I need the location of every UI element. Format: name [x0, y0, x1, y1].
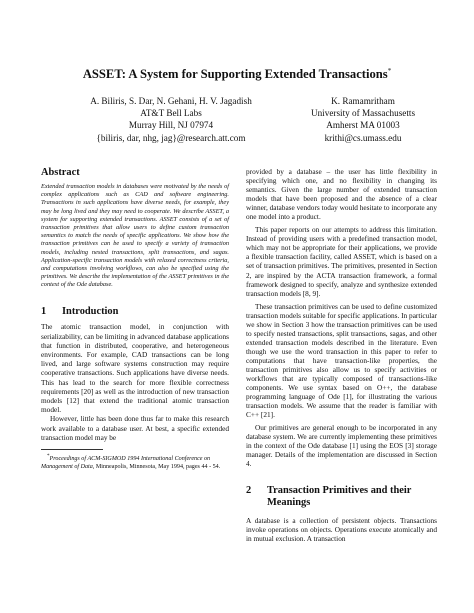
- footnote-details: Minneapolis, Minnesota, May 1994, pages 44 - 54.: [95, 463, 221, 470]
- body-paragraph: This paper reports on our attempts to address this limitation. Instead of providing users with a predefined transaction model, which may not be appropriate for their applications, we provide a flexible transaction facility, called ASSET, which is based on a set of transaction primitives. The primitives, presented in Section 2, are inspired by the ACTA transaction framework, a formal framework designed to specify, analyze and synthesize extended transaction models [8, 9].: [246, 225, 437, 298]
- abstract-text: Extended transaction models in databases were motivated by the needs of complex applications such as CAD and software engineering. Transactions in such applications have diverse needs, for example, they may be long lived and they may need to cooperate. We describe ASSET, a system for supporting extended transactions. ASSET consists of a set of transaction primitives that allow users to define custom transaction semantics to match the needs of specific applications. We show how the transaction primitives can be used to specify a variety of transaction models, including nested transactions, split transactions, and sagas. Application-specific transaction models with relaxed correctness criteria, and computations involving workflows, can also be specified using the primitives. We describe the implementation of the ASSET primitives in the context of the Ode database.: [41, 183, 229, 289]
- author-address: Murray Hill, NJ 07974: [128, 120, 214, 131]
- section-number: 2: [246, 484, 252, 496]
- authors-att: [45, 95, 297, 144]
- author-emails: {biliris, dar, nhg, jag}@research.att.com: [96, 132, 246, 143]
- footnote: [41, 453, 229, 471]
- author-names: A. Biliris, S. Dar, N. Gehani, H. V. Jagadish: [90, 96, 252, 106]
- left-column: [41, 167, 229, 471]
- body-paragraph: provided by a database – the user has little flexibility in specifying which one, and no flexibility in changing its semantics. Given the large number of extended transaction models that have been proposed and the absence of a clear winner, database vendors today would hesitate to incorporate any one model into a product.: [246, 167, 437, 222]
- right-column: [246, 167, 437, 543]
- paper-title: [0, 67, 474, 82]
- author-names: K. Ramamritham: [331, 96, 395, 106]
- intro-paragraph: However, little has been done thus far to make this research work available to a database user. At best, a specific extended transaction model may be: [41, 414, 229, 442]
- author-emails: krithi@cs.umass.edu: [324, 132, 402, 143]
- section-title: Transaction Primitives and their Meanings: [267, 484, 412, 508]
- author-address: Amherst MA 01003: [326, 120, 400, 131]
- intro-paragraph: The atomic transaction model, in conjunction with serializability, can be limiting in advanced database applications that function in distributed, cooperative, and heterogeneous environments. For example, CAD transactions can be long lived, and large software systems construction may require cooperative transactions. Such applications have diverse needs. This has lead to the search for more flexible correctness requirements [20] as well as the introduction of new transaction models [12] that extend the traditional atomic transaction model.: [41, 322, 229, 415]
- abstract-heading: Abstract: [41, 167, 80, 178]
- paper-title-text: ASSET: A System for Supporting Extended Transactions: [82, 67, 388, 82]
- footnote-proceedings: Proceedings of ACM-SIGMOD 1994 International Conference on Management of Data,: [41, 456, 211, 470]
- section-number: 1: [41, 306, 47, 318]
- author-affiliation: University of Massachusetts: [310, 108, 416, 119]
- body-paragraph: Our primitives are general enough to be incorporated in any database system. We are currently implementing these primitives in the context of the Ode database [1] using the EOS [3] storage manager. Details of the implementation are discussed in Section 4.: [246, 423, 437, 469]
- body-paragraph: These transaction primitives can be used to define customized transaction models suitable for specific applications. In particular we show in Section 3 how the transaction primitives can be used to specify nested transactions, split transactions, sagas, and other extended transaction models described in the literature. Even though we use the word transaction in this paper to refer to computations that have transaction-like properties, the transaction primitives also allow us to specify activities or workflows that are typically composed of transactions-like components. We use syntax based on O++, the database programming language of Ode [1], for illustrating the various transaction models. We assume that the reader is familiar with C++ [21].: [246, 301, 437, 420]
- intro-heading: [41, 306, 229, 317]
- authors-umass: [288, 95, 438, 144]
- footnote-rule: [41, 449, 103, 450]
- title-footnote-mark: *: [387, 67, 392, 75]
- section2-paragraph: A database is a collection of persistent objects. Transactions invoke operations on objects. Operations execute atomically and in mutual exclusion. A transaction: [246, 515, 437, 543]
- footnote-mark: *: [47, 453, 50, 460]
- section2-heading: [246, 485, 437, 510]
- author-affiliation: AT&T Bell Labs: [140, 108, 202, 119]
- section-title: Introduction: [62, 306, 119, 318]
